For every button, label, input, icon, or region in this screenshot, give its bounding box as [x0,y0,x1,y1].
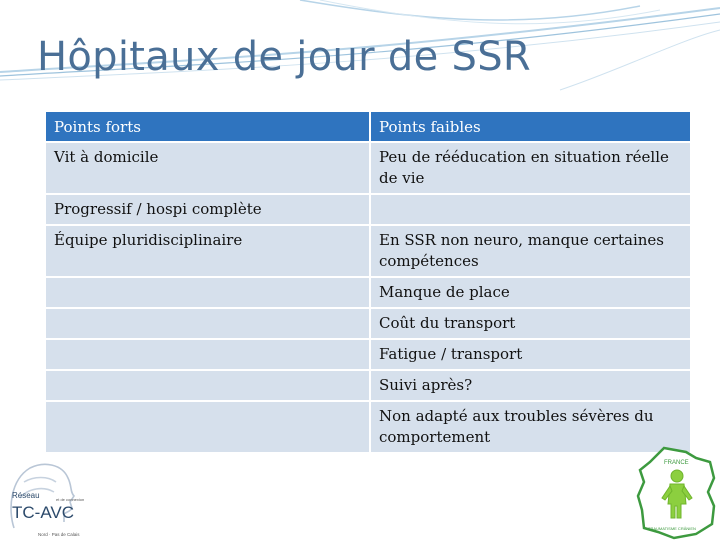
table-row [46,402,690,452]
logo-connexion-text: et de connexion [56,497,85,502]
table-cell: Peu de rééducation en situation réelle de vie [371,143,690,193]
table-cell: Vit à domicile [46,143,369,193]
table-row [46,371,690,400]
table-cell: Fatigue / transport [371,340,690,369]
logo-reseau-text: Réseau [12,491,40,500]
table-row [46,278,690,307]
column-header-weaknesses: Points faibles [371,112,690,141]
table-row [46,226,690,276]
logo-region-text: Nord · Pas de Calais [38,532,80,537]
logo-tcavc-text: TC-AVC [12,503,75,522]
table-row [46,195,690,224]
table-cell [46,340,369,369]
logo-traumatisme-text: TRAUMATISME CRÂNIEN [648,526,696,531]
table-cell [46,278,369,307]
table-cell: Coût du transport [371,309,690,338]
table-cell [371,195,690,224]
logo-france-text: FRANCE [664,460,689,466]
table-cell: Suivi après? [371,371,690,400]
comparison-table [44,110,692,454]
table-cell: En SSR non neuro, manque certaines compétences [371,226,690,276]
table-cell: Équipe pluridisciplinaire [46,226,369,276]
table-cell [46,402,369,452]
table-cell: Manque de place [371,278,690,307]
table-row [46,143,690,193]
table-row [46,309,690,338]
column-header-strengths: Points forts [46,112,369,141]
table-header-row [46,112,690,141]
table-cell: Non adapté aux troubles sévères du comportement [371,402,690,452]
table-cell: Progressif / hospi complète [46,195,369,224]
table-cell [46,309,369,338]
slide-title: Hôpitaux de jour de SSR [37,34,531,80]
table-row [46,340,690,369]
table-cell [46,371,369,400]
france-traumatisme-cranien-logo [634,444,720,540]
reseau-tc-avc-logo [4,458,96,540]
